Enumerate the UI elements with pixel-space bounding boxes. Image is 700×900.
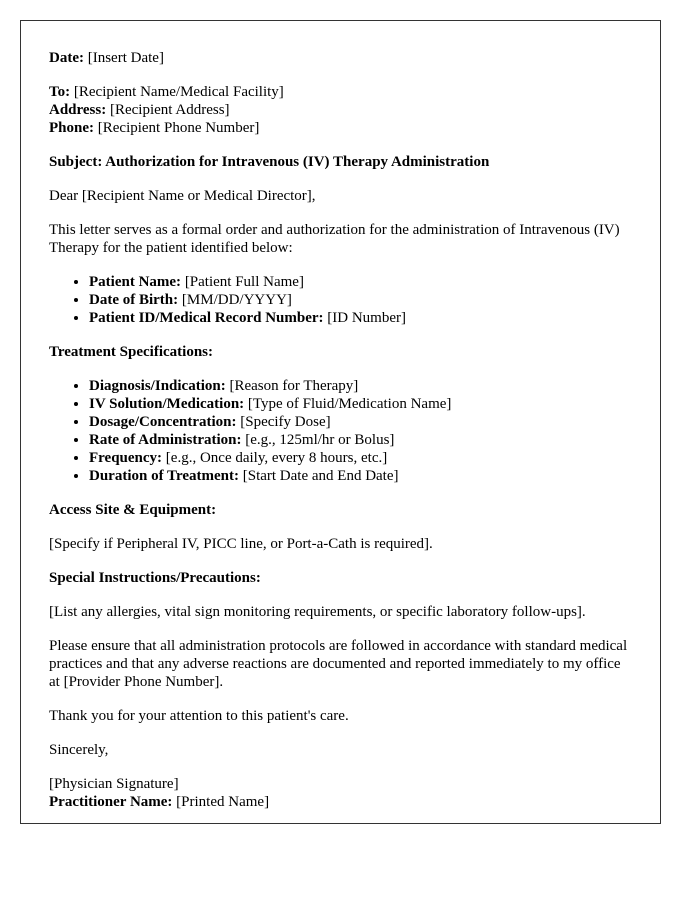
heading-text: Access Site & Equipment:: [49, 502, 217, 518]
closing: Sincerely,: [49, 742, 109, 758]
recipient-block: [49, 83, 632, 137]
subject-text: Subject: Authorization for Intravenous (IV) Therapy Administration: [49, 154, 490, 170]
practitioner-label: Practitioner Name:: [49, 794, 173, 810]
intro-paragraph: This letter serves as a formal order and authorization for the administration of Intravenous (IV) Therapy for the patient identified below:: [49, 222, 620, 256]
item-value: [Start Date and End Date]: [242, 468, 399, 484]
list-item: [89, 291, 632, 309]
date-label: Date:: [49, 50, 84, 66]
item-value: [Type of Fluid/Medication Name]: [247, 396, 452, 412]
letter-document: [20, 20, 661, 824]
special-text: [List any allergies, vital sign monitoring requirements, or specific laboratory follow-ups].: [49, 604, 586, 620]
item-label: Date of Birth:: [89, 292, 179, 308]
heading-text: Special Instructions/Precautions:: [49, 570, 261, 586]
thanks-line: Thank you for your attention to this patient's care.: [49, 708, 349, 724]
salutation: Dear [Recipient Name or Medical Director],: [49, 188, 316, 204]
phone-value: [Recipient Phone Number]: [97, 120, 260, 136]
heading-text: Treatment Specifications:: [49, 344, 213, 360]
practitioner-value: [Printed Name]: [176, 794, 270, 810]
patient-list: [49, 273, 632, 327]
item-value: [Specify Dose]: [240, 414, 331, 430]
to-value: [Recipient Name/Medical Facility]: [73, 84, 284, 100]
item-label: Diagnosis/Indication:: [89, 378, 226, 394]
item-value: [MM/DD/YYYY]: [181, 292, 292, 308]
item-label: Dosage/Concentration:: [89, 414, 237, 430]
item-value: [e.g., 125ml/hr or Bolus]: [245, 432, 395, 448]
access-heading: [49, 501, 632, 519]
item-value: [Patient Full Name]: [184, 274, 304, 290]
list-item: [89, 449, 632, 467]
subject-line: [49, 153, 632, 171]
list-item: [89, 431, 632, 449]
list-item: [89, 309, 632, 327]
item-label: Duration of Treatment:: [89, 468, 239, 484]
signature-placeholder: [Physician Signature]: [49, 776, 179, 792]
list-item: [89, 413, 632, 431]
signature-block: [49, 775, 632, 811]
access-text: [Specify if Peripheral IV, PICC line, or Port-a-Cath is required].: [49, 536, 433, 552]
special-heading: [49, 569, 632, 587]
item-label: Patient Name:: [89, 274, 182, 290]
item-value: [Reason for Therapy]: [229, 378, 359, 394]
list-item: [89, 273, 632, 291]
address-label: Address:: [49, 102, 107, 118]
item-label: IV Solution/Medication:: [89, 396, 245, 412]
phone-label: Phone:: [49, 120, 94, 136]
date-line: [49, 49, 632, 67]
to-label: To:: [49, 84, 71, 100]
item-label: Patient ID/Medical Record Number:: [89, 310, 324, 326]
list-item: [89, 467, 632, 485]
treatment-heading: [49, 343, 632, 361]
date-value: [Insert Date]: [87, 50, 164, 66]
item-label: Frequency:: [89, 450, 163, 466]
address-value: [Recipient Address]: [109, 102, 230, 118]
item-value: [e.g., Once daily, every 8 hours, etc.]: [165, 450, 388, 466]
item-label: Rate of Administration:: [89, 432, 242, 448]
list-item: [89, 395, 632, 413]
list-item: [89, 377, 632, 395]
item-value: [ID Number]: [327, 310, 407, 326]
protocol-paragraph: Please ensure that all administration protocols are followed in accordance with standard medical practices and that any adverse reactions are documented and reported immediately to my office at [Provider Phone Number].: [49, 638, 628, 690]
treatment-list: [49, 377, 632, 485]
